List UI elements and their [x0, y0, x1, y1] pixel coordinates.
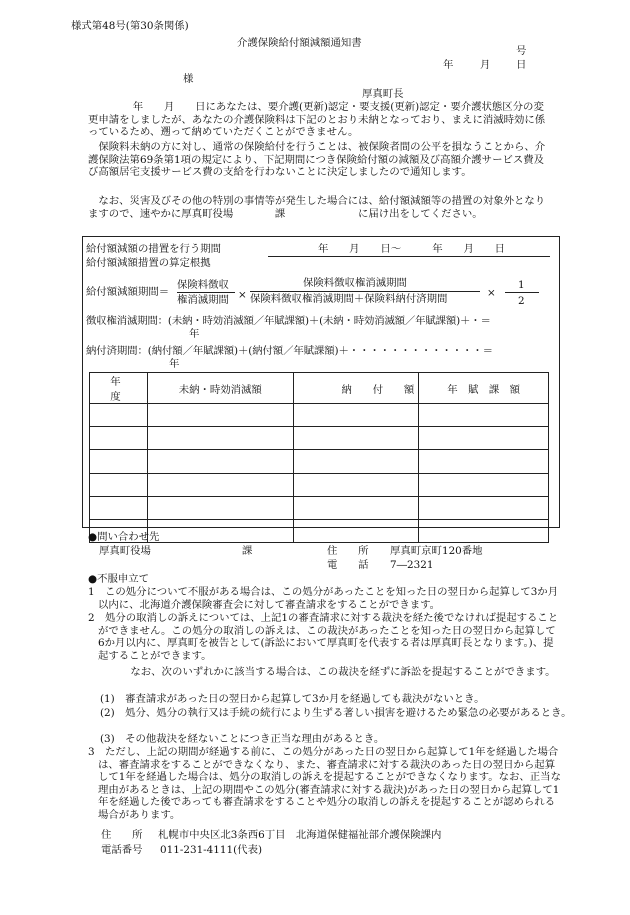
formula-fraction2-denominator: 保険料徴収権消滅期間＋保険料納付済期間: [250, 293, 448, 305]
formula-fraction3-denominator: 2: [518, 295, 525, 307]
appeal-tel-label: 電話番号: [101, 844, 143, 856]
date-month-label: 月: [480, 59, 491, 71]
appeal-sub-2: (2) 処分、処分の執行又は手続の続行により生ずる著しい損害を避けるため緊急の必要があるとき。: [100, 707, 572, 719]
issuer-name: 厚真町長: [362, 88, 404, 100]
col-header-annual: 年 賦 課 額: [419, 373, 549, 404]
appeal-tel-value: 011-231-4111(代表): [160, 844, 263, 856]
calculation-basis-label: 給付額減額措置の算定根拠: [86, 257, 211, 269]
formula-fraction3-bar: [505, 292, 539, 293]
period-underline: [268, 256, 550, 257]
table-row: [90, 450, 549, 473]
appeal-address-value: 札幌市中央区北3条西6丁目 北海道保健福祉部介護保険課内: [158, 829, 442, 841]
table-row: [90, 473, 549, 496]
appeal-sub-1: (1) 審査請求があった日の翌日から起算して3か月を経過しても裁決がないとき。: [100, 693, 485, 705]
number-label: 号: [516, 45, 527, 57]
contact-office: 厚真町役場: [99, 545, 151, 557]
formula-fraction2-numerator: 保険料徴収権消滅期間: [303, 277, 407, 289]
contact-heading: ●問い合わせ先: [88, 531, 160, 543]
appeal-item-2: 2 処分の取消しの訴えについては、上記1の審査請求に対する裁決を経た後でなければ提起することができません。この処分の取消しの訴えは、この裁決があったことを知った日の翌日から起算して6か月以内に、厚真町を被告として(訴訟において厚真町を代表する者は厚真町長となります。)、提起することができます。: [88, 612, 559, 662]
formula-lhs: 給付額減額期間＝: [86, 286, 170, 298]
recipient-suffix: 様: [183, 73, 194, 85]
intro-paragraph-1: 年 月 日にあなたは、要介護(更新)認定・要支援(更新)認定・要介護状態区分の変更申請をしましたが、あなたの介護保険料は下記のとおり未納となっており、まえに消滅時効に係っているため、遡って納めていただくことができません。: [88, 101, 546, 139]
appeal-sub-3: (3) その他裁決を経ないことにつき正当な理由があるとき。: [100, 733, 385, 745]
document-title: 介護保険給付額減額通知書: [237, 37, 362, 49]
form-number: 様式第48号(第30条関係): [71, 20, 189, 32]
appeal-item-1: 1 この処分について不服がある場合は、この処分があったことを知った日の翌日から起算して3か月以内に、北海道介護保険審査会に対して審査請求をすることができます。: [88, 586, 559, 611]
date-year-label: 年: [443, 59, 454, 71]
appeal-heading: ●不服申立て: [88, 573, 150, 585]
formula-times-2: ×: [487, 287, 496, 299]
table-header-row: [90, 373, 549, 404]
paid-period-unit: 年: [169, 358, 180, 370]
formula-fraction3-numerator: 1: [518, 279, 525, 291]
col-header-unpaid: 未納・時効消滅額: [147, 373, 293, 404]
table-row: [90, 427, 549, 450]
formula-fraction1-bar: [177, 292, 235, 293]
appeal-item-3: 3 ただし、上記の期間が経過する前に、この処分があった日の翌日から起算して1年を経過した場合は、審査請求をすることができなくなり、また、審査請求に対する裁決のあった日の翌日から起算して1年を経過した場合は、処分の取消しの訴えを提起することができなくなります。なお、正当な理由があるときは、上記の期間やこの処分(審査請求に対する裁決)があった日の翌日から起算して1年を経過した後であっても審査請求をすることや処分の取消しの訴えを提起することが認められる場合があります。: [88, 746, 561, 821]
intro-paragraph-2: 保険料未納の方に対し、通常の保険給付を行うことは、被保険者間の公平を損なうことから、介護保険法第69条第1項の規定により、下記期間につき保険給付額の減額及び高額介護サービス費及び高額居宅支援サービス費の支給を行わないことに決定しましたので通知します。: [88, 141, 546, 179]
extinct-period-formula: 徴収権消滅期間：(未納・時効消滅額／年賦課額)＋(未納・時効消滅額／年賦課額)＋・＝: [86, 315, 491, 327]
table-row: [90, 404, 549, 427]
premium-table: [89, 372, 549, 543]
contact-dept: 課: [242, 545, 253, 557]
col-header-year: 年 度: [90, 373, 148, 404]
formula-fraction2-bar: [250, 291, 480, 292]
contact-tel-value: 7―2321: [390, 559, 434, 571]
col-header-paid: 納 付 額: [293, 373, 419, 404]
date-day-label: 日: [516, 59, 527, 71]
reduction-period-value: 年 月 日～ 年 月 日: [318, 243, 506, 255]
intro-paragraph-3: なお、災害及びその他の特別の事情等が発生した場合には、給付額減額等の措置の対象外となりますので、速やかに厚真町役場 課 に届け出をしてください。: [88, 195, 546, 220]
contact-address-value: 厚真町京町120番地: [390, 545, 483, 557]
paid-period-formula: 納付済期間：(納付額／年賦課額)＋(納付額／年賦課額)＋・・・・・・・・・・・・・＝: [86, 345, 493, 357]
extinct-period-unit: 年: [189, 328, 200, 340]
reduction-period-label: 給付額減額の措置を行う期間: [86, 243, 222, 255]
table-row: [90, 496, 549, 519]
contact-tel-label: 電 話: [327, 559, 369, 571]
formula-fraction1-numerator: 保険料徴収: [177, 279, 229, 291]
formula-times-1: ×: [238, 289, 247, 301]
appeal-item-2-note: なお、次のいずれかに該当する場合は、この裁決を経ずに訴訟を提起することができます。: [120, 666, 556, 678]
contact-address-label: 住 所: [327, 545, 369, 557]
formula-fraction1-denominator: 権消滅期間: [177, 294, 229, 306]
appeal-address-label: 住 所: [101, 829, 143, 841]
